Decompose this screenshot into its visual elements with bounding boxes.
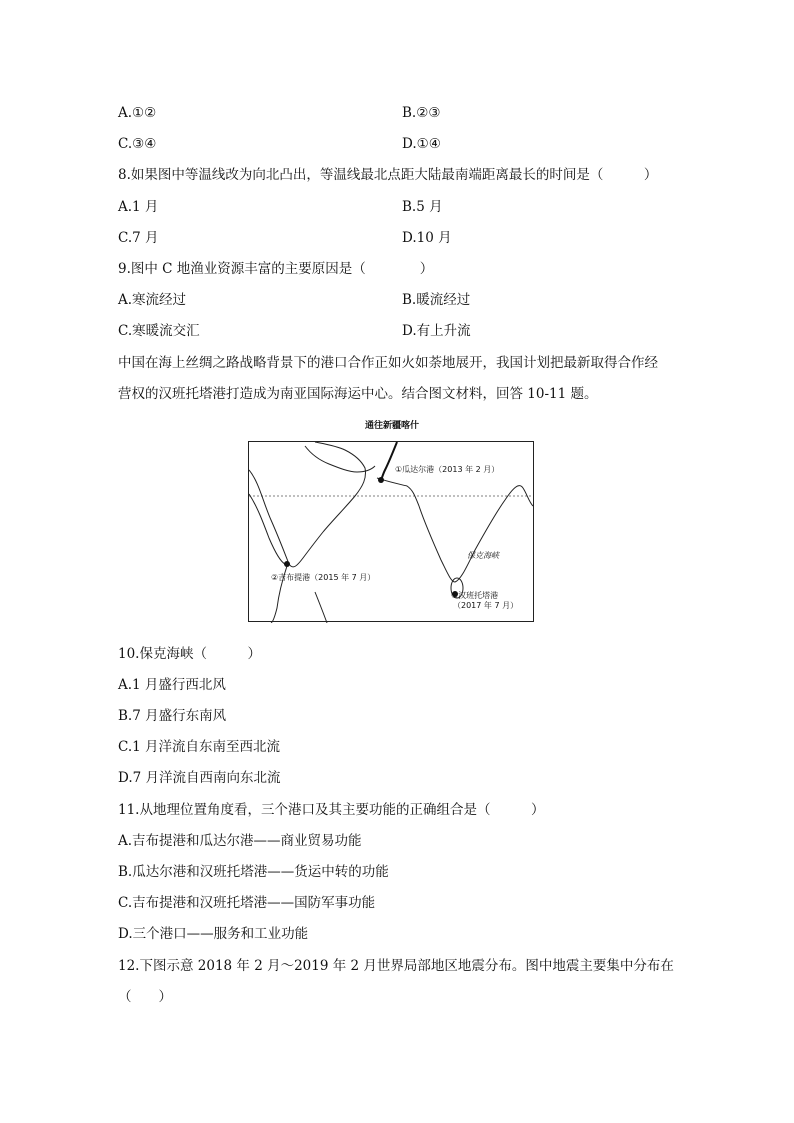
q11-option-d: D.三个港口——服务和工业功能 xyxy=(118,926,309,942)
q9-option-d: D.有上升流 xyxy=(402,323,471,339)
passage-line-2: 营权的汉班托塔港打造成为南亚国际海运中心。结合图文材料，回答 10-11 题。 xyxy=(118,386,598,402)
arabia-coast xyxy=(249,442,366,567)
q8-stem: 8.如果图中等温线改为向北凸出，等温线最北点距大陆最南端距离最长的时间是（ ） xyxy=(118,167,658,183)
q7-option-d: D.①④ xyxy=(402,136,441,152)
q11-option-a: A.吉布提港和瓜达尔港——商业贸易功能 xyxy=(118,833,362,849)
port-djibouti-dot xyxy=(284,561,290,567)
q8-option-d: D.10 月 xyxy=(402,230,452,246)
q8-option-c: C.7 月 xyxy=(118,230,159,246)
q10-stem: 10.保克海峡（ ） xyxy=(118,646,261,662)
q7-option-a: A.①② xyxy=(118,105,157,121)
port-gwadar-dot xyxy=(378,477,384,483)
q9-option-b: B.暖流经过 xyxy=(402,292,471,308)
q9-stem: 9.图中 C 地渔业资源丰富的主要原因是（ ） xyxy=(118,261,434,277)
q12-stem-line-1: 12.下图示意 2018 年 2 月～2019 年 2 月世界局部地区地震分布。图中地震主要集中分布在 xyxy=(118,958,674,974)
q10-option-b: B.7 月盛行东南风 xyxy=(118,708,227,724)
port-hambantota-date: （2017 年 7 月） xyxy=(453,601,519,610)
q10-option-c: C.1 月洋流自东南至西北流 xyxy=(118,739,281,755)
q8-option-a: A.1 月 xyxy=(118,199,159,215)
somalia-coast xyxy=(315,592,327,623)
q7-option-c: C.③④ xyxy=(118,136,157,152)
q11-option-b: B.瓜达尔港和汉班托塔港——货运中转的功能 xyxy=(118,864,389,880)
palk-strait-label: 保克海峡 xyxy=(467,551,499,560)
q9-option-c: C.寒暖流交汇 xyxy=(118,323,200,339)
q11-stem: 11.从地理位置角度看，三个港口及其主要功能的正确组合是（ ） xyxy=(118,802,545,818)
passage-line-1: 中国在海上丝绸之路战略背景下的港口合作正如火如荼地展开，我国计划把最新取得合作经 xyxy=(118,355,658,371)
q10-option-a: A.1 月盛行西北风 xyxy=(118,677,226,693)
q12-stem-line-2: （ ） xyxy=(118,989,172,1005)
q7-option-b: B.②③ xyxy=(402,105,441,121)
india-coast xyxy=(377,478,533,582)
q11-option-c: C.吉布提港和汉班托塔港——国防军事功能 xyxy=(118,895,376,911)
map-title: 通往新疆喀什 xyxy=(365,421,420,431)
q9-option-a: A.寒流经过 xyxy=(118,292,187,308)
port-map xyxy=(248,441,534,622)
q10-option-d: D.7 月洋流自西南向东北流 xyxy=(118,770,281,786)
q8-option-b: B.5 月 xyxy=(402,199,443,215)
port-hambantota-label: ③汉班托塔港 xyxy=(451,591,499,600)
red-sea-coast xyxy=(249,494,285,564)
port-gwadar-label: ①瓜达尔港（2013 年 2 月） xyxy=(395,465,500,474)
port-djibouti-label: ②吉布提港（2015 年 7 月） xyxy=(271,573,376,582)
